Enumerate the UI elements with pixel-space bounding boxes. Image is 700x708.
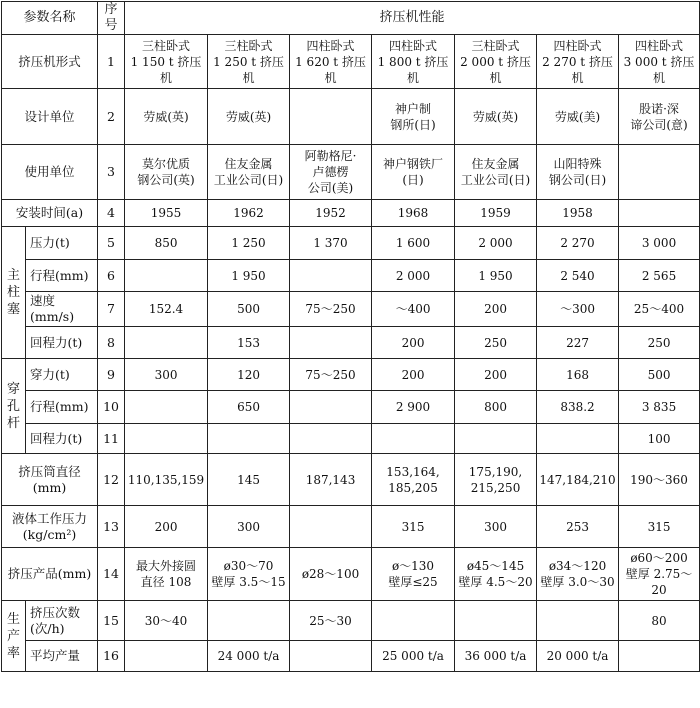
row-seq: 8 (98, 327, 125, 359)
row-label: 设计单位 (2, 89, 98, 145)
row-seq: 5 (98, 227, 125, 260)
table-row (2, 359, 700, 391)
data-cell: 四柱卧式 1 800 t 挤压机 (372, 35, 455, 89)
group-label: 主 柱 塞 (2, 227, 26, 359)
row-label: 使用单位 (2, 145, 98, 200)
data-cell: 劳威(英) (208, 89, 290, 145)
data-cell: 25 000 t/a (372, 641, 455, 672)
data-cell (455, 424, 537, 454)
data-cell: 200 (455, 359, 537, 391)
data-cell: 三柱卧式 1 150 t 挤压机 (125, 35, 208, 89)
data-cell: 75～250 (290, 292, 372, 327)
data-cell: 200 (455, 292, 537, 327)
data-cell: ～300 (537, 292, 619, 327)
data-cell (290, 89, 372, 145)
data-cell: 莫尔优质 钢公司(英) (125, 145, 208, 200)
data-cell: 200 (372, 359, 455, 391)
data-cell: 650 (208, 391, 290, 424)
data-cell (125, 327, 208, 359)
row-seq: 1 (98, 35, 125, 89)
table-row (2, 260, 700, 292)
extrusion-press-table (1, 1, 700, 672)
data-cell: 四柱卧式 3 000 t 挤压机 (619, 35, 700, 89)
data-cell: 152.4 (125, 292, 208, 327)
row-seq: 6 (98, 260, 125, 292)
data-cell: ø45～145 壁厚 4.5～20 (455, 548, 537, 601)
row-seq: 7 (98, 292, 125, 327)
data-cell (290, 424, 372, 454)
data-cell: 劳威(英) (455, 89, 537, 145)
data-cell: ø34～120 壁厚 3.0～30 (537, 548, 619, 601)
row-seq: 4 (98, 200, 125, 227)
data-cell: 25～400 (619, 292, 700, 327)
data-cell: 100 (619, 424, 700, 454)
row-label: 液体工作压力 (kg/cm²) (2, 506, 98, 548)
data-cell: 3 000 (619, 227, 700, 260)
data-cell: 20 000 t/a (537, 641, 619, 672)
data-cell: 800 (455, 391, 537, 424)
data-cell: 25～30 (290, 601, 372, 641)
data-cell: 2 270 (537, 227, 619, 260)
row-seq: 12 (98, 454, 125, 506)
data-cell (537, 424, 619, 454)
table-row (2, 424, 700, 454)
row-seq: 3 (98, 145, 125, 200)
data-cell: ø30～70 壁厚 3.5～15 (208, 548, 290, 601)
data-cell: 153 (208, 327, 290, 359)
data-cell (290, 391, 372, 424)
data-cell: 36 000 t/a (455, 641, 537, 672)
data-cell: 1 950 (208, 260, 290, 292)
data-cell: 2 565 (619, 260, 700, 292)
table-row (2, 327, 700, 359)
data-cell: ～400 (372, 292, 455, 327)
data-cell (125, 260, 208, 292)
data-cell: 2 000 (455, 227, 537, 260)
data-cell: 200 (372, 327, 455, 359)
data-cell: 75～250 (290, 359, 372, 391)
data-cell: 175,190, 215,250 (455, 454, 537, 506)
data-cell: 2 540 (537, 260, 619, 292)
data-cell: 500 (619, 359, 700, 391)
data-cell: 住友金属 工业公司(日) (455, 145, 537, 200)
row-label: 安装时间(a) (2, 200, 98, 227)
data-cell: 200 (125, 506, 208, 548)
data-cell (125, 641, 208, 672)
data-cell (455, 601, 537, 641)
row-label: 行程(mm) (26, 391, 98, 424)
row-label: 回程力(t) (26, 327, 98, 359)
table-row (2, 145, 700, 200)
data-cell: 2 000 (372, 260, 455, 292)
data-cell: 850 (125, 227, 208, 260)
data-cell: 300 (455, 506, 537, 548)
row-seq: 2 (98, 89, 125, 145)
data-cell: 227 (537, 327, 619, 359)
data-cell: 1955 (125, 200, 208, 227)
row-label: 挤压产品(mm) (2, 548, 98, 601)
row-label: 平均产量 (26, 641, 98, 672)
data-cell (290, 506, 372, 548)
row-seq: 10 (98, 391, 125, 424)
data-cell: 四柱卧式 1 620 t 挤压机 (290, 35, 372, 89)
row-seq: 11 (98, 424, 125, 454)
data-cell: 1968 (372, 200, 455, 227)
table-row (2, 548, 700, 601)
data-cell: 1952 (290, 200, 372, 227)
data-cell: 股诺·深 谛公司(意) (619, 89, 700, 145)
table-row (2, 641, 700, 672)
data-cell: ø～130 壁厚≤25 (372, 548, 455, 601)
header-seq: 序号 (98, 2, 125, 35)
data-cell: 1962 (208, 200, 290, 227)
data-cell: 1959 (455, 200, 537, 227)
row-seq: 13 (98, 506, 125, 548)
data-cell: 187,143 (290, 454, 372, 506)
table-row (2, 601, 700, 641)
data-cell: 110,135,159 (125, 454, 208, 506)
data-cell: 153,164, 185,205 (372, 454, 455, 506)
row-label: 挤压次数 (次/h) (26, 601, 98, 641)
group-label: 生 产 率 (2, 601, 26, 672)
data-cell: 1 250 (208, 227, 290, 260)
data-cell: 1 950 (455, 260, 537, 292)
data-cell: 315 (372, 506, 455, 548)
data-cell: 三柱卧式 1 250 t 挤压机 (208, 35, 290, 89)
data-cell: 190～360 (619, 454, 700, 506)
data-cell: 最大外接圆 直径 108 (125, 548, 208, 601)
data-cell (290, 641, 372, 672)
row-seq: 9 (98, 359, 125, 391)
data-cell (619, 200, 700, 227)
data-cell: 神户制 钢所(日) (372, 89, 455, 145)
data-cell: 劳威(英) (125, 89, 208, 145)
data-cell: 30～40 (125, 601, 208, 641)
data-cell (537, 601, 619, 641)
row-seq: 15 (98, 601, 125, 641)
data-cell: 250 (619, 327, 700, 359)
data-cell: 四柱卧式 2 270 t 挤压机 (537, 35, 619, 89)
header-row (2, 2, 700, 35)
data-cell: 300 (208, 506, 290, 548)
data-cell: 250 (455, 327, 537, 359)
row-seq: 16 (98, 641, 125, 672)
data-cell: 阿勒格尼· 卢德楞 公司(美) (290, 145, 372, 200)
data-cell: 神户钢铁厂 (日) (372, 145, 455, 200)
data-cell (372, 601, 455, 641)
table-row (2, 292, 700, 327)
table-row (2, 35, 700, 89)
table-row (2, 200, 700, 227)
data-cell: 300 (125, 359, 208, 391)
row-label: 回程力(t) (26, 424, 98, 454)
table-row (2, 454, 700, 506)
row-seq: 14 (98, 548, 125, 601)
header-param-name: 参数名称 (2, 2, 98, 35)
data-cell: 838.2 (537, 391, 619, 424)
table-row (2, 391, 700, 424)
row-label: 挤压机形式 (2, 35, 98, 89)
data-cell (208, 601, 290, 641)
header-performance: 挤压机性能 (125, 2, 700, 35)
data-cell: 80 (619, 601, 700, 641)
data-cell (125, 424, 208, 454)
data-cell (208, 424, 290, 454)
data-cell: 2 900 (372, 391, 455, 424)
row-label: 穿力(t) (26, 359, 98, 391)
data-cell: 三柱卧式 2 000 t 挤压机 (455, 35, 537, 89)
data-cell (290, 327, 372, 359)
data-cell: 1 370 (290, 227, 372, 260)
data-cell: 120 (208, 359, 290, 391)
data-cell: 253 (537, 506, 619, 548)
data-cell: 500 (208, 292, 290, 327)
row-label: 压力(t) (26, 227, 98, 260)
data-cell (125, 391, 208, 424)
data-cell (372, 424, 455, 454)
group-label: 穿 孔 杆 (2, 359, 26, 454)
data-cell: ø60～200 壁厚 2.75～20 (619, 548, 700, 601)
data-cell: 315 (619, 506, 700, 548)
data-cell: 山阳特殊 钢公司(日) (537, 145, 619, 200)
data-cell (290, 260, 372, 292)
data-cell: 劳威(美) (537, 89, 619, 145)
row-label: 行程(mm) (26, 260, 98, 292)
data-cell: 168 (537, 359, 619, 391)
table-row (2, 227, 700, 260)
data-cell: 145 (208, 454, 290, 506)
data-cell (619, 145, 700, 200)
row-label: 挤压筒直径 (mm) (2, 454, 98, 506)
data-cell: ø28～100 (290, 548, 372, 601)
data-cell: 1 600 (372, 227, 455, 260)
row-label: 速度(mm/s) (26, 292, 98, 327)
table-row (2, 506, 700, 548)
data-cell: 147,184,210 (537, 454, 619, 506)
table-row (2, 89, 700, 145)
data-cell: 1958 (537, 200, 619, 227)
data-cell (619, 641, 700, 672)
data-cell: 住友金属 工业公司(日) (208, 145, 290, 200)
data-cell: 3 835 (619, 391, 700, 424)
data-cell: 24 000 t/a (208, 641, 290, 672)
